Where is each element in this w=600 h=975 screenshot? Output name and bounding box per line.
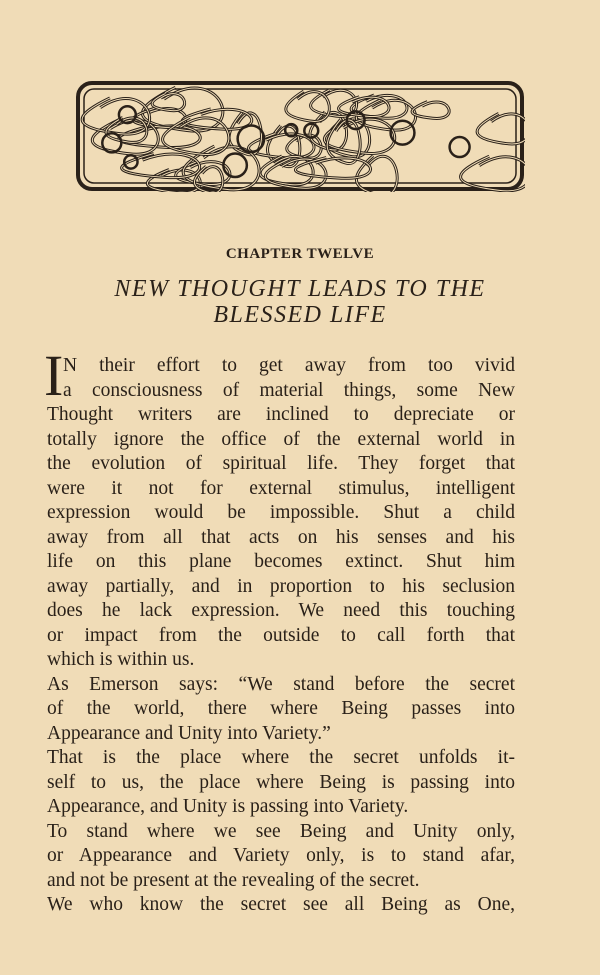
chapter-label: CHAPTER TWELVE [225, 246, 375, 262]
drop-cap: I [44, 343, 64, 408]
text-line: We who know the secret see all Being as One, [47, 894, 515, 915]
text-line: To stand where we see Being and Unity only, [47, 820, 515, 842]
text-line: That is the place where the secret unfolds it- [47, 747, 515, 768]
text-line: expression would be impossible. Shut a child [47, 502, 515, 523]
text-line: As Emerson says: “We stand before the secret [47, 673, 515, 695]
text-line: does he lack expression. We need this touching [47, 600, 515, 621]
text-line: of the world, there where Being passes into [47, 698, 515, 719]
text-line: self to us, the place where Being is passing into [47, 771, 515, 793]
text-line: a consciousness of material things, some New [63, 379, 515, 401]
text-line: or Appearance and Variety only, is to stand afar, [47, 845, 515, 866]
text-line: away from all that acts on his senses and his [47, 526, 515, 548]
text-line: N their effort to get away from too vivid [63, 355, 515, 376]
text-line: were it not for external stimulus, intelligent [47, 477, 515, 499]
decorative-headpiece-ornament [75, 80, 525, 192]
text-line: the evolution of spiritual life. They forget that [47, 453, 515, 474]
text-line: Thought writers are inclined to depreciate or [47, 404, 515, 425]
text-line: and not be present at the revealing of the secret. [47, 869, 420, 891]
text-line: away partially, and in proportion to his seclusion [47, 575, 515, 597]
text-line: totally ignore the office of the external world in [47, 428, 515, 450]
chapter-title-line-2: BLESSED LIFE [213, 302, 387, 328]
text-line: Appearance, and Unity is passing into Variety. [47, 796, 409, 817]
text-line: Appearance and Unity into Variety.” [47, 722, 331, 744]
text-line: or impact from the outside to call forth that [47, 624, 515, 646]
text-line: which is within us. [47, 649, 195, 670]
chapter-title-line-1: NEW THOUGHT LEADS TO THE [114, 276, 486, 302]
text-line: life on this plane becomes extinct. Shut him [47, 551, 515, 572]
